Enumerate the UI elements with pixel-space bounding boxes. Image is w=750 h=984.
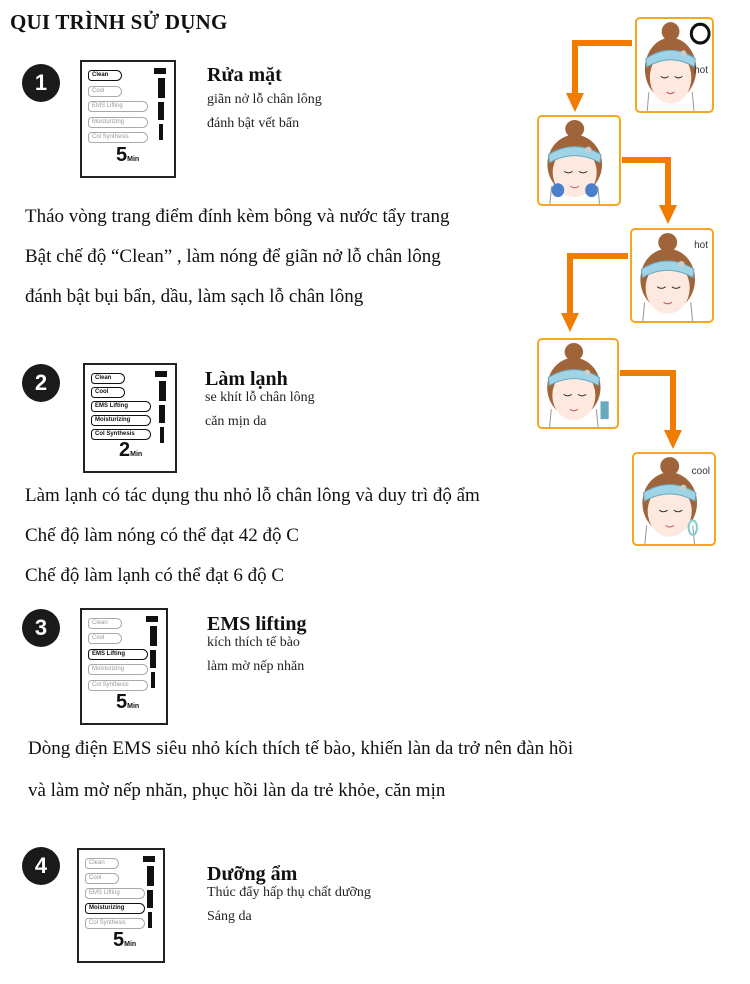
woman-face-icon: [539, 340, 619, 429]
step-subtitle: đánh bật vết bẩn: [207, 116, 300, 131]
step-subtitle: kích thích tế bào: [207, 635, 300, 650]
step-subtitle: Sáng da: [207, 909, 252, 924]
step-subtitle: giãn nở lỗ chân lông: [207, 92, 322, 107]
lcd-mode-0: Clean: [88, 70, 122, 81]
lcd-mode-1: Cool: [85, 873, 119, 884]
step-description-line: Tháo vòng trang điểm đính kèm bông và nước tẩy trang: [25, 206, 450, 227]
face-illustration: [537, 338, 619, 429]
arrowhead-1: [566, 93, 584, 112]
step-description-line: Làm lạnh có tác dụng thu nhỏ lỗ chân lông và duy trì độ ẩm: [25, 485, 480, 506]
arrow-1: [575, 43, 632, 95]
arrowhead-2: [659, 205, 677, 224]
step-heading: Rửa mặt: [207, 64, 282, 86]
step-number: 1: [34, 70, 48, 95]
lcd-timer: 2Min: [119, 439, 143, 461]
arrowhead-3: [561, 313, 579, 332]
lcd-mode-0: Clean: [85, 858, 119, 869]
step-description-line: và làm mờ nếp nhăn, phục hồi làn da trẻ khỏe, căn mịn: [28, 780, 446, 801]
step-subtitle: se khít lỗ chân lông: [205, 390, 315, 405]
step-heading: EMS lifting: [207, 613, 307, 635]
lcd-mode-3: Moisturizing: [85, 903, 145, 914]
lcd-mode-2: EMS Lifting: [85, 888, 145, 899]
step-heading: Làm lạnh: [205, 368, 288, 390]
page-title: QUI TRÌNH SỬ DỤNG: [10, 10, 228, 34]
temperature-label: hot: [694, 65, 708, 76]
arrowhead-4: [664, 430, 682, 449]
temperature-label: hot: [694, 240, 708, 251]
lcd-timer: 5Min: [116, 691, 140, 713]
step-heading: Dưỡng ẩm: [207, 863, 298, 885]
step-description-line: đánh bật bụi bẩn, dầu, làm sạch lỗ chân lông: [25, 286, 364, 307]
lcd-mode-0: Clean: [88, 618, 122, 629]
lcd-mode-3: Moisturizing: [91, 415, 151, 426]
face-illustration: [537, 115, 621, 206]
step-description-line: Bật chế độ “Clean” , làm nóng để giãn nở lỗ chân lông: [25, 246, 441, 267]
step-subtitle: căn mịn da: [205, 414, 267, 429]
lcd-mode-1: Cool: [88, 86, 122, 97]
lcd-mode-1: Cool: [91, 387, 125, 398]
step-number: 3: [34, 615, 48, 640]
woman-face-icon: [539, 117, 621, 206]
face-illustration: [635, 17, 714, 113]
arrow-4: [620, 373, 673, 432]
lcd-mode-2: EMS Lifting: [88, 101, 148, 112]
lcd-mode-3: Moisturizing: [88, 664, 148, 675]
face-illustration: [630, 228, 714, 323]
lcd-mode-2: EMS Lifting: [88, 649, 148, 660]
step-description-line: Dòng điện EMS siêu nhỏ kích thích tế bào, khiến làn da trở nên đàn hồi: [28, 738, 574, 759]
lcd-mode-4: Col Synthesis: [88, 680, 148, 691]
lcd-mode-1: Cool: [88, 633, 122, 644]
lcd-mode-4: Col Synthesis: [91, 429, 151, 440]
step-number: 4: [34, 853, 48, 878]
lcd-timer: 5Min: [113, 929, 137, 951]
lcd-mode-2: EMS Lifting: [91, 401, 151, 412]
step-number: 2: [34, 370, 48, 395]
lcd-mode-4: Col Synthesis: [85, 918, 145, 929]
step-description-line: Chế độ làm nóng có thể đạt 42 độ C: [25, 525, 299, 546]
arrow-3: [570, 256, 628, 315]
lcd-timer: 5Min: [116, 144, 140, 166]
face-illustration: [632, 452, 716, 546]
lcd-mode-0: Clean: [91, 373, 125, 384]
temperature-label: cool: [691, 466, 710, 477]
arrow-2: [622, 160, 668, 207]
step-subtitle: làm mờ nếp nhăn: [207, 659, 305, 674]
step-description-line: Chế độ làm lạnh có thể đạt 6 độ C: [25, 565, 285, 586]
lcd-mode-3: Moisturizing: [88, 117, 148, 128]
lcd-mode-4: Col Synthesis: [88, 132, 148, 143]
step-subtitle: Thúc đẩy hấp thụ chất dưỡng: [207, 885, 371, 900]
